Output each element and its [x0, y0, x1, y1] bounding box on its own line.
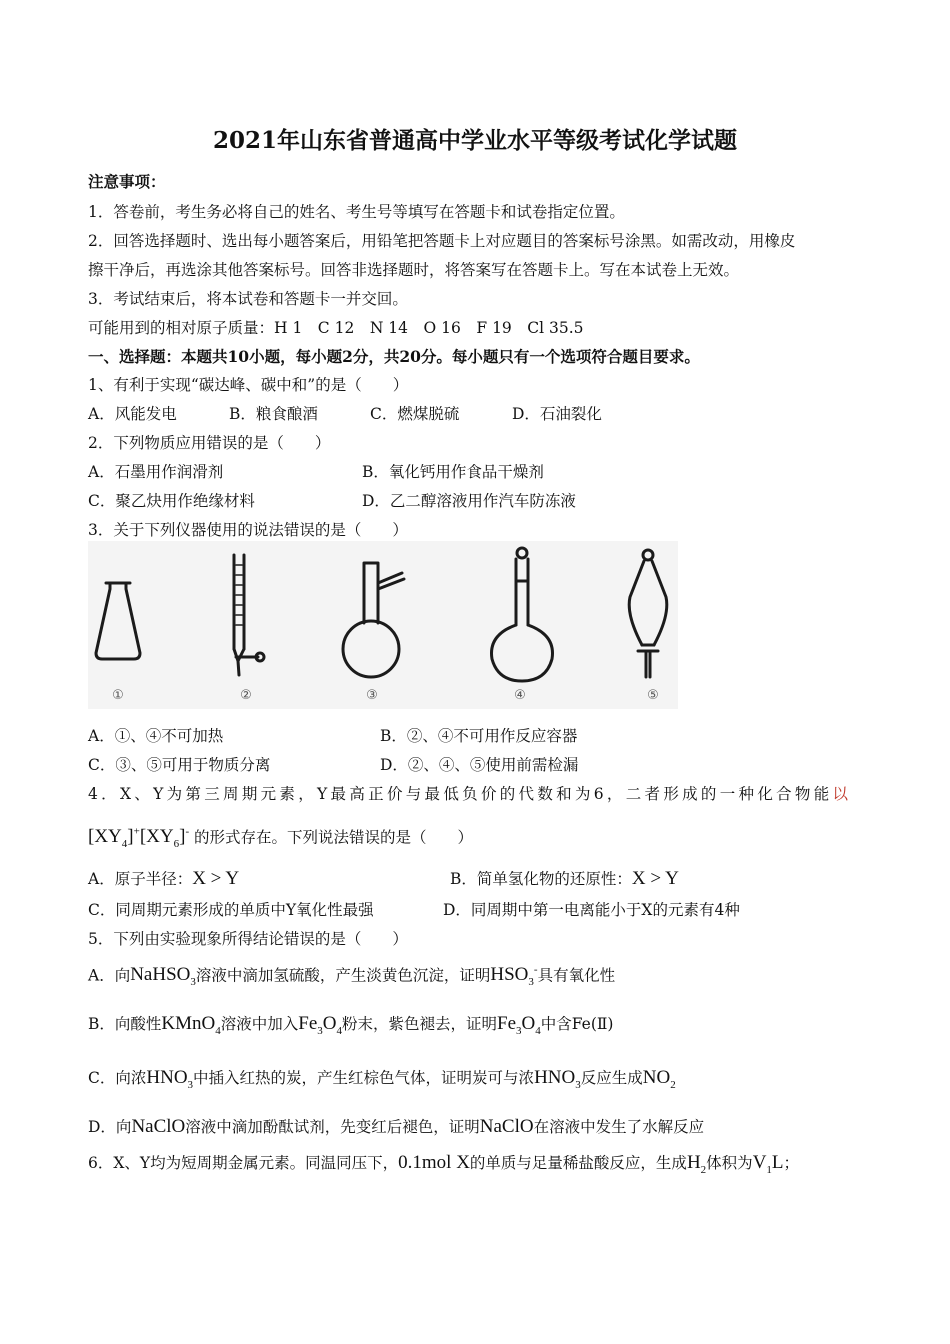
q3-option-a: A．①、④不可加热	[88, 727, 224, 745]
notice-item-2-cont: 擦干净后，再选涂其他答案标号。回答非选择题时，将答案写在答题卡上。写在本试卷上无效。	[88, 261, 740, 279]
q5-option-a: A．向NaHSO$_3$溶液中滴加氢硫酸，产生淡黄色沉淀，证明$HSO_3^-$具有氧化性	[88, 964, 616, 989]
notice-item-3: 3．考试结束后，将本试卷和答题卡一并交回。	[88, 290, 408, 308]
q5-option-b: B．向酸性KMnO$_4$溶液中加入$Fe_3O_4$粉末，紫色褪去，证明$Fe_3O_4$中含Fe(Ⅱ)	[88, 1013, 614, 1037]
q4-stem-text-2: 的形式存在。下列说法错误的是（ ）	[194, 828, 474, 847]
q2-option-a: A．石墨用作润滑剂	[88, 463, 224, 481]
q4-formula-anion: $[XY_6]^-$	[139, 826, 190, 851]
q5-a-formula-1: NaHSO$_3$	[130, 964, 196, 989]
q4-stem-cont	[88, 822, 473, 854]
q1-option-c: C．燃煤脱硫	[370, 405, 460, 423]
q4-stem-red: 以	[832, 785, 852, 803]
q5-b-formula-2: $Fe_3O_4$	[298, 1013, 342, 1037]
apparatus-label-5: ⑤	[647, 688, 659, 703]
q4-option-a: A．原子半径：X > Y	[88, 868, 240, 889]
notice-heading: 注意事项：	[88, 172, 166, 191]
atomic-masses: 可能用到的相对原子质量：H 1 C 12 N 14 O 16 F 19 Cl 35.5	[88, 319, 584, 337]
q3-option-d: D．②、④、⑤使用前需检漏	[380, 756, 579, 774]
q1-option-a: A．风能发电	[88, 405, 177, 423]
q5-stem: 5．下列由实验现象所得结论错误的是（ ）	[88, 930, 408, 948]
q5-b-formula-3: $Fe_3O_4$	[497, 1013, 541, 1037]
q5-c-formula-3: $NO_2$	[642, 1067, 676, 1091]
section-heading: 一、选择题：本题共10小题，每小题2分，共20分。每小题只有一个选项符合题目要求。	[88, 347, 700, 366]
q2-option-c: C．聚乙炔用作绝缘材料	[88, 492, 255, 510]
q2-stem: 2．下列物质应用错误的是（ ）	[88, 434, 331, 452]
apparatus-label-3: ③	[366, 688, 378, 703]
q1-option-d: D．石油裂化	[512, 405, 602, 423]
notice-item-1: 1．答卷前，考生务必将自己的姓名、考生号等填写在答题卡和试卷指定位置。	[88, 203, 625, 221]
q4-stem	[88, 784, 851, 804]
q4-option-b: B．简单氢化物的还原性：X > Y	[450, 868, 679, 889]
q2-option-d: D．乙二醇溶液用作汽车防冻液	[362, 492, 576, 510]
q3-stem: 3．关于下列仪器使用的说法错误的是（ ）	[88, 521, 408, 539]
q5-c-formula-2: $HNO_3$	[534, 1067, 581, 1091]
apparatus-label-2: ②	[240, 688, 252, 703]
q6-formula-v1: $V_1L$	[752, 1152, 784, 1176]
q2-option-b: B．氧化钙用作食品干燥剂	[362, 463, 544, 481]
q5-a-formula-2: $HSO_3^-$	[490, 964, 538, 989]
page-title: 2021年山东省普通高中学业水平等级考试化学试题	[212, 127, 737, 154]
lab-apparatus-figure	[88, 541, 678, 709]
q5-c-formula-1: $HNO_3$	[146, 1067, 194, 1091]
q4-formula-cation: $[XY_4]^+$	[88, 826, 140, 851]
q1-option-b: B．粮食酿酒	[229, 405, 318, 423]
q6-stem: 6．X、Y均为短周期金属元素。同温同压下，0.1mol X的单质与足量稀盐酸反应，生成$H_2$体积为$V_1L$；	[88, 1152, 800, 1176]
q4-option-d: D．同周期中第一电离能小于X的元素有4种	[443, 901, 740, 919]
q3-option-c: C．③、⑤可用于物质分离	[88, 756, 271, 774]
q5-b-formula-1: KMnO$_4$	[161, 1013, 221, 1037]
q6-formula-h2: $H_2$	[686, 1152, 707, 1176]
q5-option-d: D．向NaClO溶液中滴加酚酞试剂，先变红后褪色，证明NaClO在溶液中发生了水解反应	[88, 1116, 705, 1137]
apparatus-label-4: ④	[514, 688, 526, 703]
notice-item-2: 2．回答选择题时、选出每小题答案后，用铅笔把答题卡上对应题目的答案标号涂黑。如需改动，用橡皮	[88, 232, 796, 250]
q4-option-c: C．同周期元素形成的单质中Y氧化性最强	[88, 901, 374, 919]
q1-stem: 1、有利于实现“碳达峰、碳中和”的是（ ）	[88, 376, 409, 394]
apparatus-label-1: ①	[112, 688, 124, 703]
q4-stem-text: 4．X、Y为第三周期元素，Y最高正价与最低负价的代数和为6，二者形成的一种化合物能	[88, 785, 833, 803]
q3-option-b: B．②、④不可用作反应容器	[380, 727, 578, 745]
q5-option-c: C．向浓$HNO_3$中插入红热的炭，产生红棕色气体，证明炭可与浓$HNO_3$反应生成$NO_2$	[88, 1067, 676, 1091]
